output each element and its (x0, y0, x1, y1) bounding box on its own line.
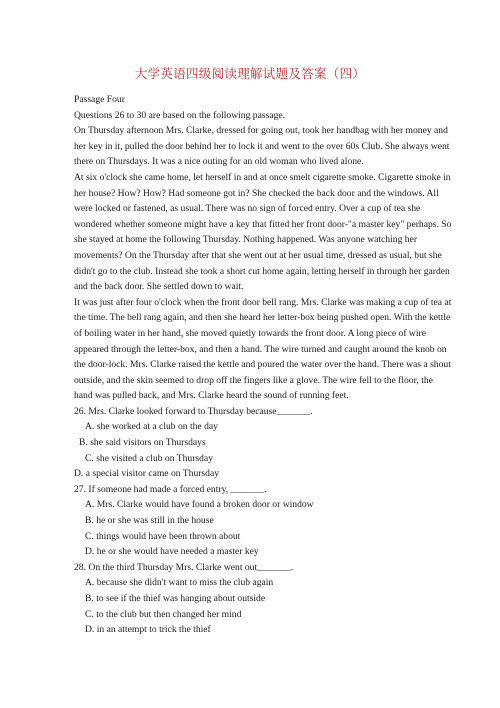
text-line: appeared through the letter-box, and then a hand. The wire turned and caught around the knob on (74, 343, 447, 355)
text-line: C. things would have been thrown about (85, 530, 241, 542)
text-line: C. she visited a club on Thursday (85, 452, 213, 464)
text-line: the door-lock. Mrs. Clarke raised the kettle and poured the water over the hand. There was a shout (74, 359, 451, 371)
text-line: D. in an attempt to trick the thief (85, 624, 211, 636)
text-line: B. to see if the thief was hanging about outside (85, 593, 266, 604)
text-line: the time. The bell rang again, and then she heard her letter-box being pushed open. With the kettle (74, 312, 451, 324)
text-line: C. to the club but then changed her mind (85, 608, 242, 620)
text-line: and the back door. She settled down to wait. (74, 281, 244, 293)
text-line: 26. Mrs. Clarke looked forward to Thursday because_______. (74, 405, 313, 417)
text-line: she stayed at home the following Thursday. Nothing happened. Was anyone watching her (74, 234, 418, 246)
text-line: D. a special visitor came on Thursday (74, 468, 220, 480)
text-line: B. he or she was still in the house (85, 515, 214, 527)
text-line: A. she worked at a club on the day (85, 421, 218, 433)
text-line: there on Thursdays. It was a nice outing for an old woman who lived alone. (74, 156, 364, 168)
text-line: It was just after four o'clock when the front door bell rang. Mrs. Clarke was making a cup of tea at (74, 296, 452, 308)
text-line: On Thursday afternoon Mrs. Clarke, dressed for going out, took her handbag with her money and (74, 125, 448, 137)
text-line: her house? How? How? Had someone got in? She checked the back door and the windows. All (74, 187, 439, 199)
text-line: At six o'clock she came home, let herself in and at once smelt cigarette smoke. Cigarette smoke in (74, 171, 451, 183)
text-line: 27. If someone had made a forced entry, _______. (74, 483, 267, 495)
text-line: A. because she didn't want to miss the club again (85, 577, 274, 589)
text-line: didn't go to the club. Instead she took a short cut home again, letting herself in through her garden (74, 265, 450, 277)
text-line: Passage Four (74, 94, 125, 105)
document-title: 大学英语四级阅读理解试题及答案（四） (134, 66, 366, 81)
text-line: 28. On the third Thursday Mrs. Clarke went out_______. (74, 561, 294, 573)
text-line: wondered whether someone might have a key that fitted her front door-"a master key" perhaps. So (74, 218, 452, 230)
text-line: were locked or fastened, as usual. There was no sign of forced entry. Over a cup of tea she (74, 203, 421, 215)
text-line: movements? On the Thursday after that she went out at her usual time, dressed as usual, but she (74, 249, 442, 261)
text-line: B. she said visitors on Thursdays (79, 437, 206, 449)
text-line: D. he or she would have needed a master key (85, 546, 259, 558)
text-line: of boiling water in her hand, she moved quietly towards the front door. A long piece of wire (74, 327, 426, 339)
text-line: hand was pulled back, and Mrs. Clarke heard the sound of running feet. (74, 390, 349, 402)
text-line: Questions 26 to 30 are based on the following passage. (74, 109, 286, 121)
text-line: outside, and the skin seemed to drop off the fingers like a glove. The wire fell to the floor, the (74, 374, 433, 386)
text-line: A. Mrs. Clarke would have found a broken door or window (85, 499, 314, 511)
document-body (74, 92, 452, 638)
text-line: her key in it, pulled the door behind her to lock it and went to the over 60s Club. She always went (74, 140, 450, 152)
